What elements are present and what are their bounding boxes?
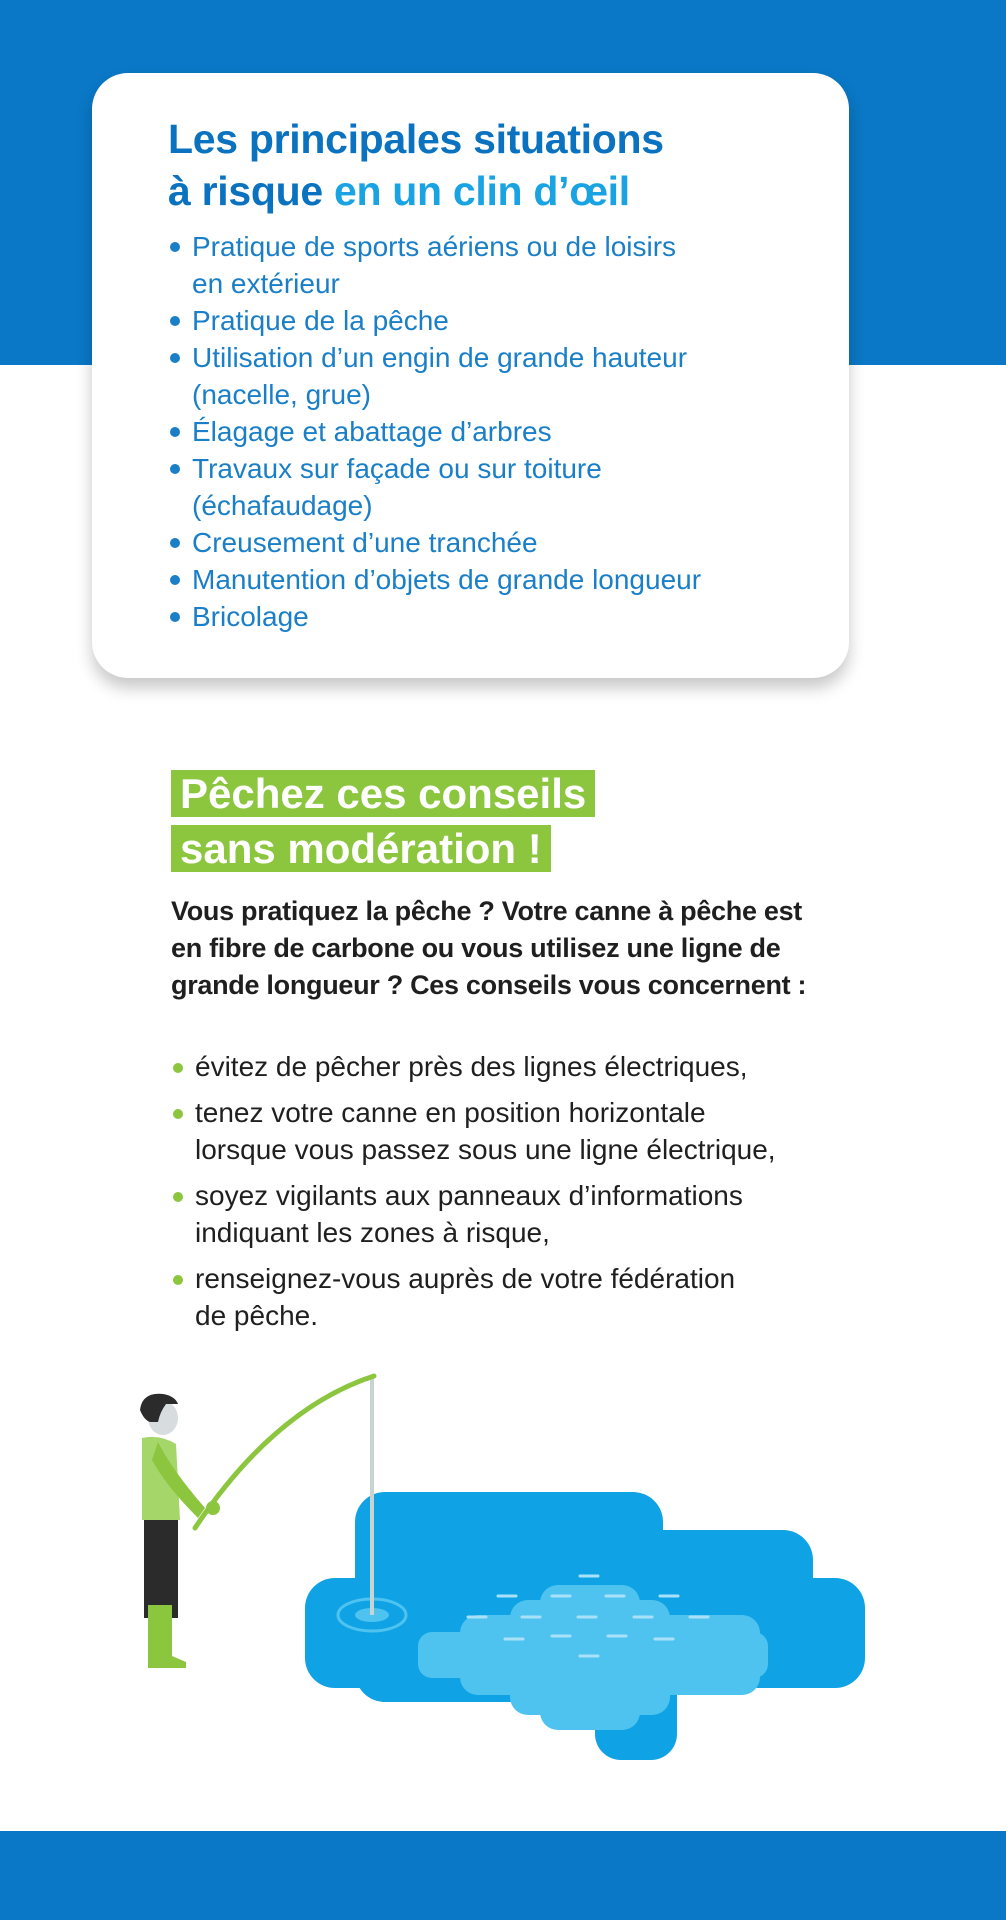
list-item [168,524,701,561]
list-item [171,1094,776,1168]
tips-title-line1: Pêchez ces conseils [171,770,595,817]
card-title-line2-part2: en un clin d’œil [333,168,630,214]
pond-icon [305,1492,865,1760]
card-title-line2-part1: à risque [168,168,323,214]
list-item-text-cont: en extérieur [192,268,340,299]
list-item-text: Utilisation d’un engin de grande hauteur [192,342,688,373]
list-item [168,413,701,450]
list-item [168,598,701,635]
list-item-text: Manutention d’objets de grande longueur [192,564,702,595]
list-item-text-cont: de pêche. [195,1300,318,1331]
tips-title [171,766,595,876]
list-item [168,228,701,302]
list-item-text: évitez de pêcher près des lignes électriques, [195,1051,748,1082]
list-item [171,1177,776,1251]
list-item-text: Bricolage [192,601,309,632]
tips-intro: Vous pratiquez la pêche ? Votre canne à pêche est en fibre de carbone ou vous utilisez une ligne de grande longueur ? Ces conseils vous concernent : [171,896,807,1000]
list-item [171,1048,776,1085]
list-item [168,302,701,339]
tips-title-line2: sans modération ! [171,825,551,872]
list-item [168,561,701,598]
card-title-line1: Les principales situations [168,116,664,162]
list-item-text: soyez vigilants aux panneaux d’informations [195,1180,743,1211]
list-item-text-cont: indiquant les zones à risque, [195,1217,550,1248]
list-item-text: Pratique de la pêche [192,305,449,336]
list-item-text: Élagage et abattage d’arbres [192,416,552,447]
list-item-text-cont: lorsque vous passez sous une ligne électrique, [195,1134,776,1165]
list-item-text: Travaux sur façade ou sur toiture [192,453,602,484]
list-item-text: Creusement d’une tranchée [192,527,538,558]
list-item-text: tenez votre canne en position horizontale [195,1097,706,1128]
list-item-text-cont: (nacelle, grue) [192,379,371,410]
list-item [171,1260,776,1334]
list-item-text-cont: (échafaudage) [192,490,373,521]
list-item-text: renseignez-vous auprès de votre fédération [195,1263,736,1294]
fisherman-pond-icon [0,1360,1006,1780]
list-item-text: Pratique de sports aériens ou de loisirs [192,231,677,262]
bottom-blue-band [0,1831,1006,1920]
list-item [168,450,701,524]
fisherman-icon [140,1394,220,1668]
fishing-rod-icon [195,1376,374,1528]
risk-situations-card [92,73,849,678]
list-item [168,339,701,413]
tips-list [171,1048,776,1343]
card-title [168,113,664,217]
risk-list [168,228,701,635]
